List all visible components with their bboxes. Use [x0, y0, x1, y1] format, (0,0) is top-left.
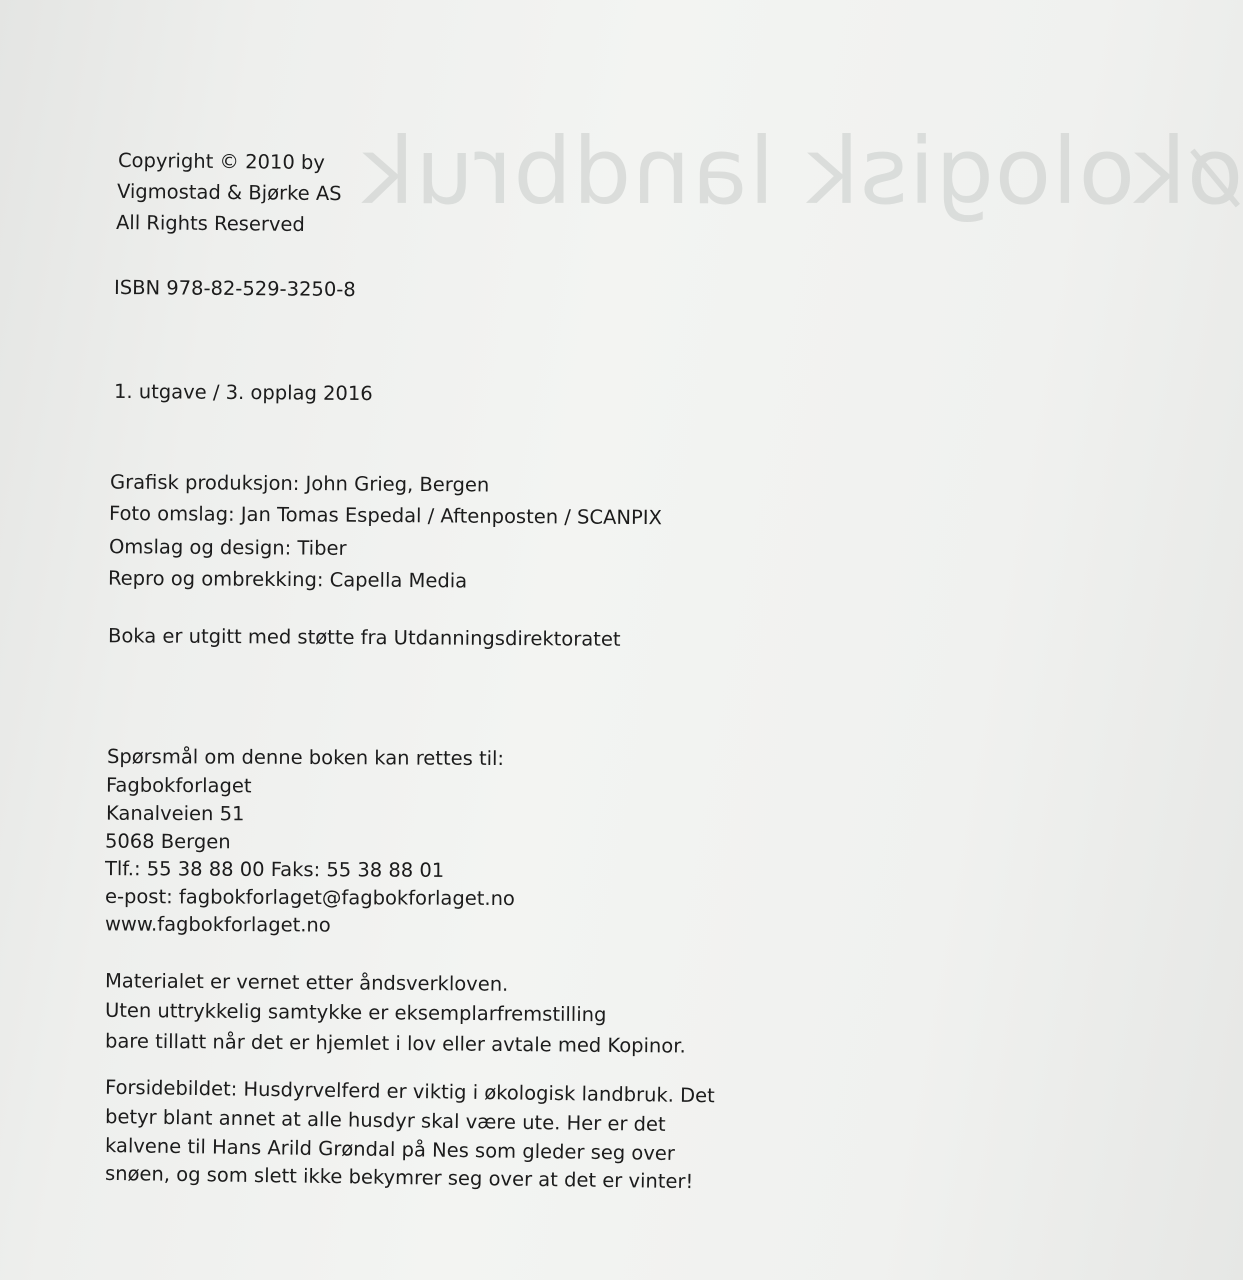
show-through-text: økologisk landbruk [360, 118, 1243, 225]
credit-repro: Repro og ombrekking: Capella Media [107, 566, 468, 593]
legal-line-2: Uten uttrykkelig samtykke er eksemplarfremstilling [104, 998, 607, 1027]
cover-note-line-3: kalvene til Hans Arild Grøndal på Nes som gleder seg over [104, 1134, 676, 1165]
cover-note-line-1: Forsidebildet: Husdyrvelferd er viktig i økologisk landbruk. Det [104, 1075, 715, 1108]
credit-foto: Foto omslag: Jan Tomas Espedal / Aftenposten / SCANPIX [108, 501, 662, 530]
edition-line: 1. utgave / 3. opplag 2016 [113, 379, 373, 406]
isbn: ISBN 978-82-529-3250-8 [113, 275, 356, 302]
rights-line: All Rights Reserved [115, 211, 305, 236]
contact-email: e-post: fagbokforlaget@fagbokforlaget.no [104, 884, 515, 911]
contact-street: Kanalveien 51 [105, 801, 245, 826]
credit-omslag: Omslag og design: Tiber [108, 535, 347, 560]
cover-note-line-4: snøen, og som slett ikke bekymrer seg over at det er vinter! [104, 1161, 694, 1194]
contact-phone: Tlf.: 55 38 88 00 Faks: 55 38 88 01 [104, 857, 445, 882]
cover-note-line-2: betyr blant annet at alle husdyr skal være ute. Her er det [104, 1105, 666, 1136]
contact-city: 5068 Bergen [104, 829, 231, 854]
legal-line-3: bare tillatt når det er hjemlet i lov eller avtale med Kopinor. [104, 1029, 686, 1058]
publisher-line: Vigmostad & Bjørke AS [116, 179, 342, 206]
contact-web: www.fagbokforlaget.no [104, 912, 331, 937]
copyright-line: Copyright © 2010 by [117, 148, 326, 175]
contact-name: Fagbokforlaget [105, 773, 252, 798]
legal-line-1: Materialet er vernet etter åndsverkloven. [104, 969, 509, 996]
support-line: Boka er utgitt med støtte fra Utdanningsdirektoratet [107, 624, 621, 651]
credit-grafisk: Grafisk produksjon: John Grieg, Bergen [109, 470, 490, 497]
contact-intro: Spørsmål om denne boken kan rettes til: [106, 744, 505, 771]
